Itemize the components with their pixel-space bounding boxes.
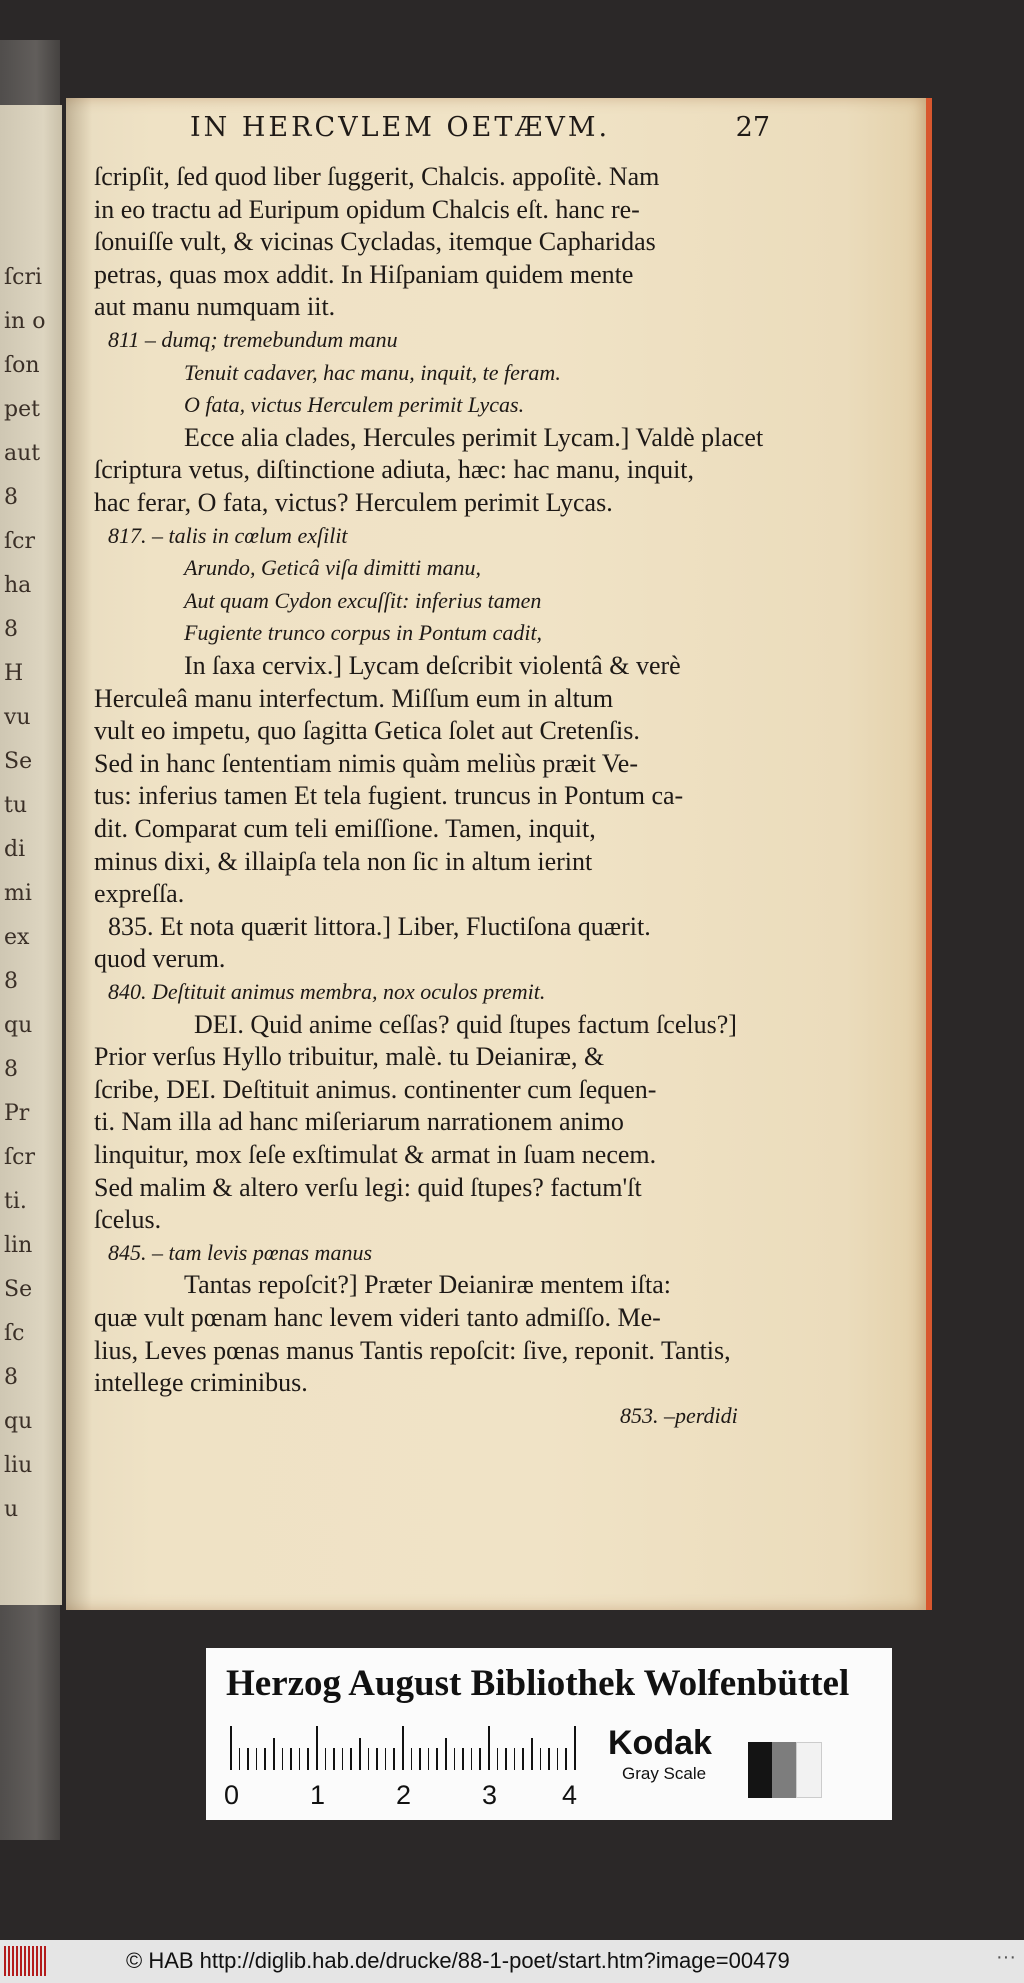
left-page-fragment: ha [4, 573, 32, 598]
ruler-tick [540, 1748, 542, 1770]
gray-swatch-white [796, 1742, 822, 1798]
ruler-number: 3 [482, 1780, 498, 1810]
left-page-fragment: tu [4, 793, 28, 818]
ruler-tick [264, 1748, 266, 1770]
ruler-tick [333, 1748, 335, 1770]
text-line: Herculeâ manu interfectum. Miſſum eum in altum [94, 683, 614, 713]
text-line: dit. Comparat cum teli emiſſione. Tamen, inquit, [94, 814, 596, 843]
ruler-tick [282, 1748, 284, 1770]
ruler-tick [505, 1748, 507, 1770]
ruler-tick [488, 1726, 490, 1770]
left-page-fragment: 8 [4, 1057, 18, 1082]
left-page-fragment: 8 [4, 485, 18, 510]
text-line: Tantas repoſcit?] Præter Deianiræ mentem iſta: [184, 1270, 671, 1300]
library-label [206, 1648, 892, 1820]
ruler-tick [522, 1748, 524, 1770]
text-line: O fata, victus Herculem perimit Lycas. [184, 392, 525, 418]
ruler-tick [428, 1748, 430, 1770]
ruler-tick [342, 1748, 344, 1770]
page-gutter-shadow [66, 98, 92, 1610]
ruler-tick [385, 1748, 387, 1770]
ruler-tick [247, 1748, 249, 1770]
text-line: lius, Leves pœnas manus Tantis repoſcit: ſive, reponit. Tantis, [94, 1335, 731, 1365]
text-line: minus dixi, & illaipſa tela non ſic in altum ierint [94, 846, 593, 876]
left-page-fragment: ſcri [4, 265, 43, 290]
left-page-fragment: mi [4, 881, 32, 906]
left-page-fragment: ſon [4, 353, 40, 378]
text-line: petras, quas mox addit. In Hiſpaniam quidem mente [94, 259, 634, 289]
ruler-number: 0 [224, 1780, 240, 1810]
left-page-fragment: qu [4, 1409, 33, 1434]
text-line: Tenuit cadaver, hac manu, inquit, te feram. [184, 359, 561, 385]
ruler-tick [368, 1748, 370, 1770]
text-line: quæ vult pœnam hanc levem videri tanto admiſſo. Me- [94, 1303, 661, 1332]
text-line: intellege criminibus. [94, 1368, 308, 1398]
left-page-fragment: 8 [4, 617, 18, 642]
left-page-fragment: aut [4, 441, 41, 466]
text-line: Sed malim & altero verſu legi: quid ſtupes? factum'ſt [94, 1172, 642, 1202]
text-line: In ſaxa cervix.] Lycam deſcribit violentâ & verè [184, 651, 681, 680]
ruler-tick [497, 1748, 499, 1770]
text-line: ſcribe, DEI. Deſtituit animus. continenter cum ſequen- [94, 1074, 657, 1104]
ruler-tick [531, 1738, 533, 1770]
ruler-tick [419, 1748, 421, 1770]
text-line: expreſſa. [94, 879, 185, 909]
text-line: quod verum. [94, 944, 226, 974]
gray-swatch-mid [772, 1742, 796, 1798]
ruler-tick [307, 1748, 309, 1770]
left-page-fragment: ſcr [4, 1145, 35, 1170]
left-page-fragment: H [4, 661, 24, 686]
text-line: Aut quam Cydon excuſſit: inferius tamen [184, 587, 542, 613]
text-line: ſonuiſſe vult, & vicinas Cycladas, itemque Capharidas [94, 227, 656, 257]
ruler-tick [454, 1748, 456, 1770]
ruler-tick [411, 1748, 413, 1770]
text-line: 817. – talis in cœlum exſilit [108, 522, 348, 548]
ruler-tick [445, 1738, 447, 1770]
running-head [130, 112, 770, 152]
ruler-tick [350, 1748, 352, 1770]
ruler-tick [574, 1726, 576, 1770]
ruler-tick [273, 1738, 275, 1770]
ruler-tick [393, 1748, 395, 1770]
text-line: 835. Et nota quærit littora.] Liber, Fluctiſona quærit. [108, 911, 651, 941]
ruler-tick [565, 1748, 567, 1770]
left-page-fragment: in o [4, 309, 46, 334]
ruler-number: 2 [396, 1780, 412, 1810]
text-line: tus: inferius tamen Et tela fugient. truncus in Pontum ca- [94, 781, 684, 811]
text-line: Ecce alia clades, Hercules perimit Lycam.] Valdè placet [184, 422, 764, 452]
ruler-tick [376, 1748, 378, 1770]
text-line: Fugiente trunco corpus in Pontum cadit, [184, 620, 543, 646]
ruler-tick [230, 1726, 232, 1770]
left-page-fragment: 8 [4, 1365, 18, 1390]
ruler-tick [557, 1748, 559, 1770]
ruler-tick [479, 1748, 481, 1770]
text-line: ſcelus. [94, 1205, 162, 1235]
more-icon[interactable]: ··· [996, 1946, 1016, 1968]
caption-text[interactable]: © HAB http://diglib.hab.de/drucke/88-1-poet/start.htm?image=00479 [126, 1948, 790, 1973]
text-line: ſcriptura vetus, diſtinctione adiuta, hæc: hac manu, inquit, [94, 455, 695, 485]
left-page-fragment: ſcr [4, 529, 35, 554]
ruler-tick [436, 1748, 438, 1770]
ruler-tick [316, 1726, 318, 1770]
text-line: vult eo impetu, quo ſagitta Getica ſolet aut Cretenſis. [94, 716, 640, 746]
ruler-tick [462, 1748, 464, 1770]
left-facing-page [0, 105, 62, 1605]
ruler-tick [299, 1748, 301, 1770]
ruler-tick [471, 1748, 473, 1770]
text-line: 811 – dumq; tremebundum manu [108, 327, 398, 352]
left-page-fragment: ex [4, 925, 30, 950]
left-page-fragment: liu [4, 1453, 33, 1478]
text-line: linquitur, mox ſeſe exſtimulat & armat in ſuam necem. [94, 1140, 657, 1169]
text-line: in eo tractu ad Euripum opidum Chalcis eſt. hanc re- [94, 194, 640, 224]
text-line: 840. Deſtituit animus membra, nox oculos premit. [108, 979, 546, 1004]
text-line: aut manu numquam iit. [94, 292, 336, 322]
text-line: ſcripſit, ſed quod liber ſuggerit, Chalcis. appoſitè. Nam [94, 162, 660, 191]
ruler-tick [402, 1726, 404, 1770]
left-page-fragment: di [4, 837, 26, 862]
left-page-fragment: qu [4, 1013, 33, 1038]
left-page-fragment: Se [4, 1277, 33, 1302]
left-page-fragment: lin [4, 1233, 33, 1258]
ruler-number: 4 [562, 1780, 578, 1810]
ruler-tick [239, 1748, 241, 1770]
ruler-tick [325, 1748, 327, 1770]
kodak-logo: Kodak [608, 1724, 712, 1762]
ruler-tick [256, 1748, 258, 1770]
text-line: DEI. Quid anime ceſſas? quid ſtupes factum ſcelus?] [194, 1009, 737, 1039]
text-line: hac ferar, O fata, victus? Herculem perimit Lycas. [94, 488, 613, 517]
left-page-fragment: Se [4, 749, 33, 774]
ruler-tick [359, 1738, 361, 1770]
ruler-scale [230, 1726, 582, 1770]
ruler-tick [548, 1748, 550, 1770]
running-head-title: IN HERCVLEM OETÆVM. [190, 112, 611, 143]
left-page-fragment: Pr [4, 1101, 30, 1126]
ruler-tick [514, 1748, 516, 1770]
page-number: 27 [735, 112, 770, 143]
barcode-icon [4, 1946, 46, 1976]
left-page-fragment: 8 [4, 969, 18, 994]
left-page-fragment: ti. [4, 1189, 27, 1214]
left-page-fragment: pet [4, 397, 40, 422]
text-line: Arundo, Geticâ viſa dimitti manu, [184, 555, 481, 581]
image-caption-bar [0, 1940, 1024, 1983]
text-line: Sed in hanc ſententiam nimis quàm meliùs præit Ve- [94, 748, 638, 778]
text-line: Prior verſus Hyllo tribuitur, malè. tu Deianiræ, & [94, 1042, 605, 1072]
left-page-fragment: vu [4, 705, 31, 730]
library-name: Herzog August Bibliothek Wolfenbüttel [226, 1663, 850, 1704]
text-line: 853. –perdidi [620, 1402, 738, 1428]
text-line: 845. – tam levis pœnas manus [108, 1239, 372, 1265]
text-line: ti. Nam illa ad hanc miſeriarum narrationem animo [94, 1107, 624, 1137]
gray-scale-label: Gray Scale [622, 1764, 707, 1783]
ruler-number: 1 [310, 1780, 326, 1810]
gray-swatch-black [748, 1742, 772, 1798]
left-page-fragment: ſc [4, 1321, 25, 1346]
left-page-fragment: u [4, 1497, 19, 1522]
ruler-tick [290, 1748, 292, 1770]
